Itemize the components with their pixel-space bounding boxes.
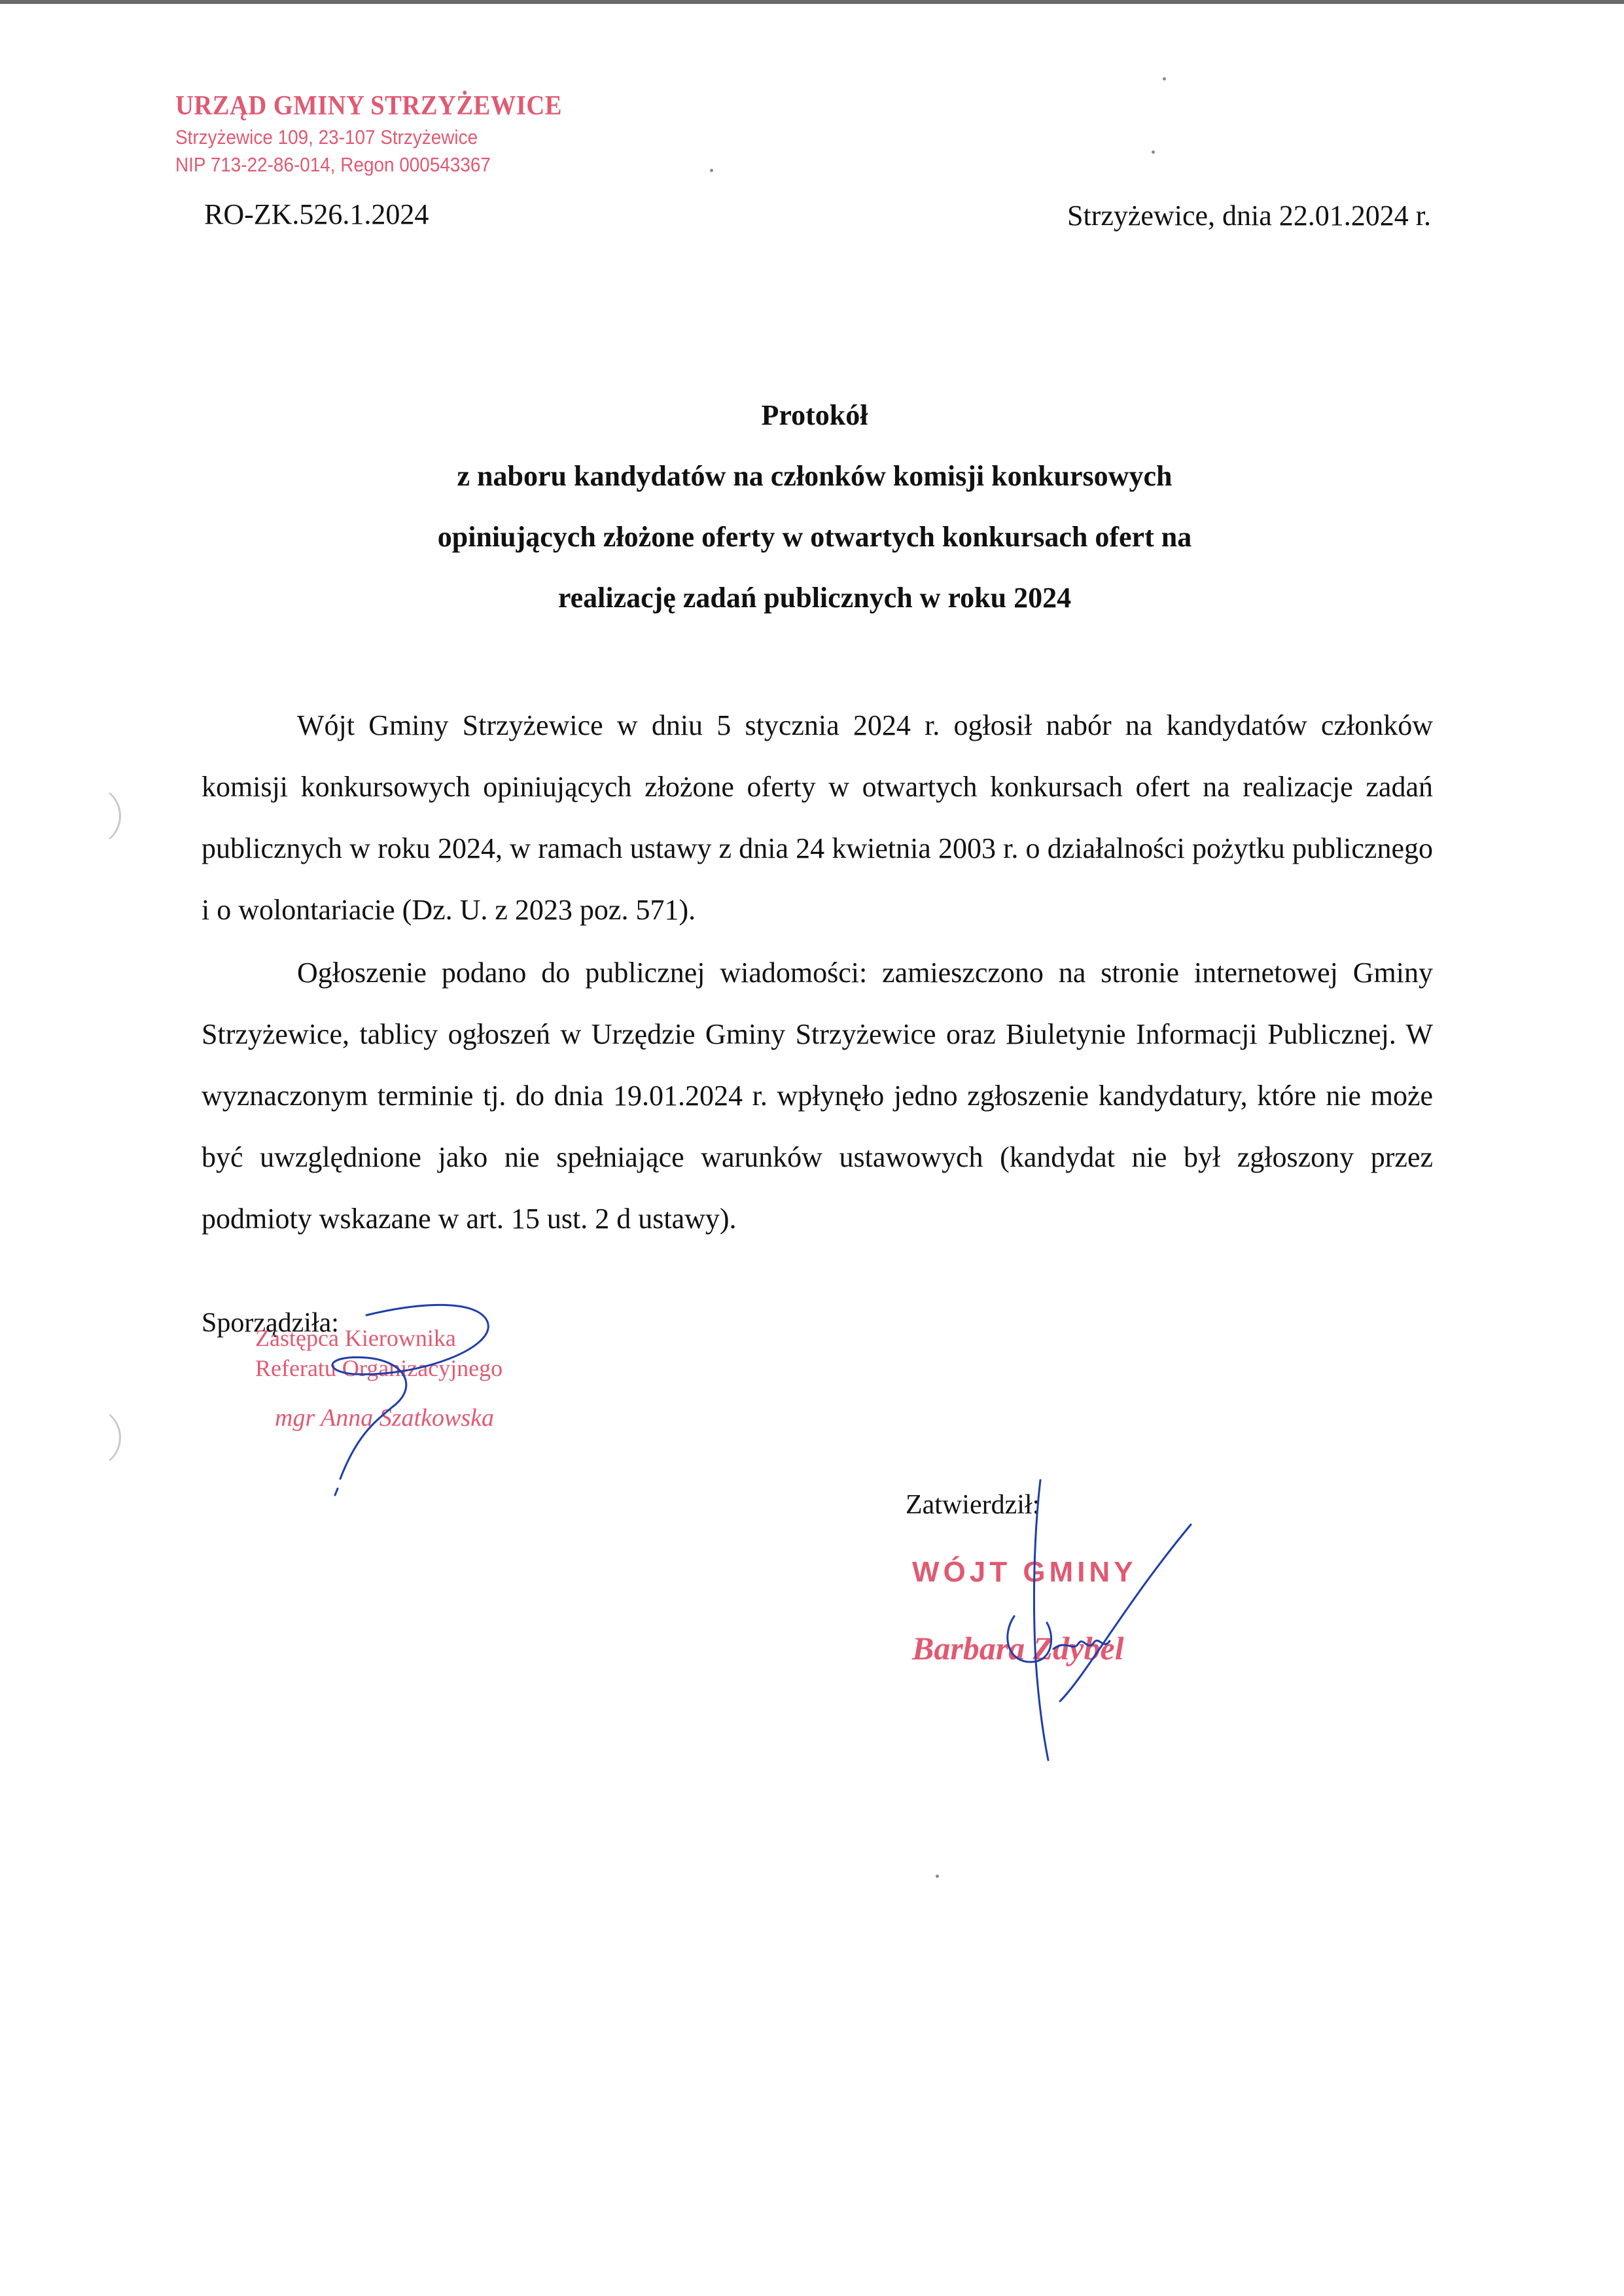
document-title <box>164 385 1466 628</box>
title-line-4: realizację zadań publicznych w roku 2024 <box>557 582 1072 614</box>
approved-stamp-title: WÓJT GMINY <box>912 1556 1137 1588</box>
punch-hole-mark <box>59 785 121 847</box>
body-paragraph-2: Ogłoszenie podano do publicznej wiadomości: zamieszczono na stronie internetowej Gminy Strzyżewice, tablicy ogłoszeń w Urzędzie Gminy Strzyżewice oraz Biuletynie Informacji Publicznej. W wyznaczonym terminie tj. do dnia 19.01.2024 r. wpłynęło jedno zgłoszenie kandydatury, które nie może być uwzględnione jako nie spełniające warunków ustawowych (kandydat nie był zgłoszony przez podmioty wskazane w art. 15 ust. 2 d ustawy). <box>202 957 1433 1235</box>
reference-number: RO-ZK.526.1.2024 <box>204 198 429 230</box>
prepared-stamp-line-1: Zastępca Kierownika <box>255 1325 456 1351</box>
approved-by-stamp <box>912 1556 1137 1667</box>
prepared-by-stamp <box>255 1323 503 1433</box>
prepared-stamp-line-2: Referatu Organizacyjnego <box>255 1355 503 1381</box>
scan-top-edge <box>0 0 1624 4</box>
prepared-stamp-name: mgr Anna Szatkowska <box>275 1404 494 1432</box>
scan-speck <box>936 1875 939 1878</box>
title-line-1: Protokół <box>761 399 868 431</box>
body-paragraph-1: Wójt Gminy Strzyżewice w dniu 5 stycznia 2024 r. ogłosił nabór na kandydatów członków komisji konkursowych opiniujących złożone oferty w otwartych konkursach ofert na realizacje zadań publicznych w roku 2024, w ramach ustawy z dnia 24 kwietnia 2003 r. o działalności pożytku publicznego i o wolontariacie (Dz. U. z 2023 poz. 571). <box>202 709 1433 926</box>
scan-speck <box>1163 77 1166 80</box>
scan-speck <box>710 169 713 172</box>
scan-speck <box>1152 150 1155 154</box>
document-body <box>202 695 1433 1251</box>
place-and-date: Strzyżewice, dnia 22.01.2024 r. <box>1067 200 1431 232</box>
office-tax-ids: NIP 713-22-86-014, Regon 000543367 <box>175 153 491 176</box>
office-address: Strzyżewice 109, 23-107 Strzyżewice <box>175 126 478 149</box>
prepared-by-label: Sporządziła: <box>202 1308 339 1338</box>
punch-hole-mark <box>59 1407 121 1468</box>
approved-by-label: Zatwierdził: <box>906 1490 1040 1520</box>
approved-stamp-name: Barbara Zdybel <box>912 1630 1124 1667</box>
office-header-stamp <box>175 90 562 177</box>
office-name: URZĄD GMINY STRZYŻEWICE <box>175 91 562 121</box>
title-line-3: opiniujących złożone oferty w otwartych konkursach ofert na <box>437 521 1192 553</box>
title-line-2: z naboru kandydatów na członków komisji konkursowych <box>457 460 1173 492</box>
